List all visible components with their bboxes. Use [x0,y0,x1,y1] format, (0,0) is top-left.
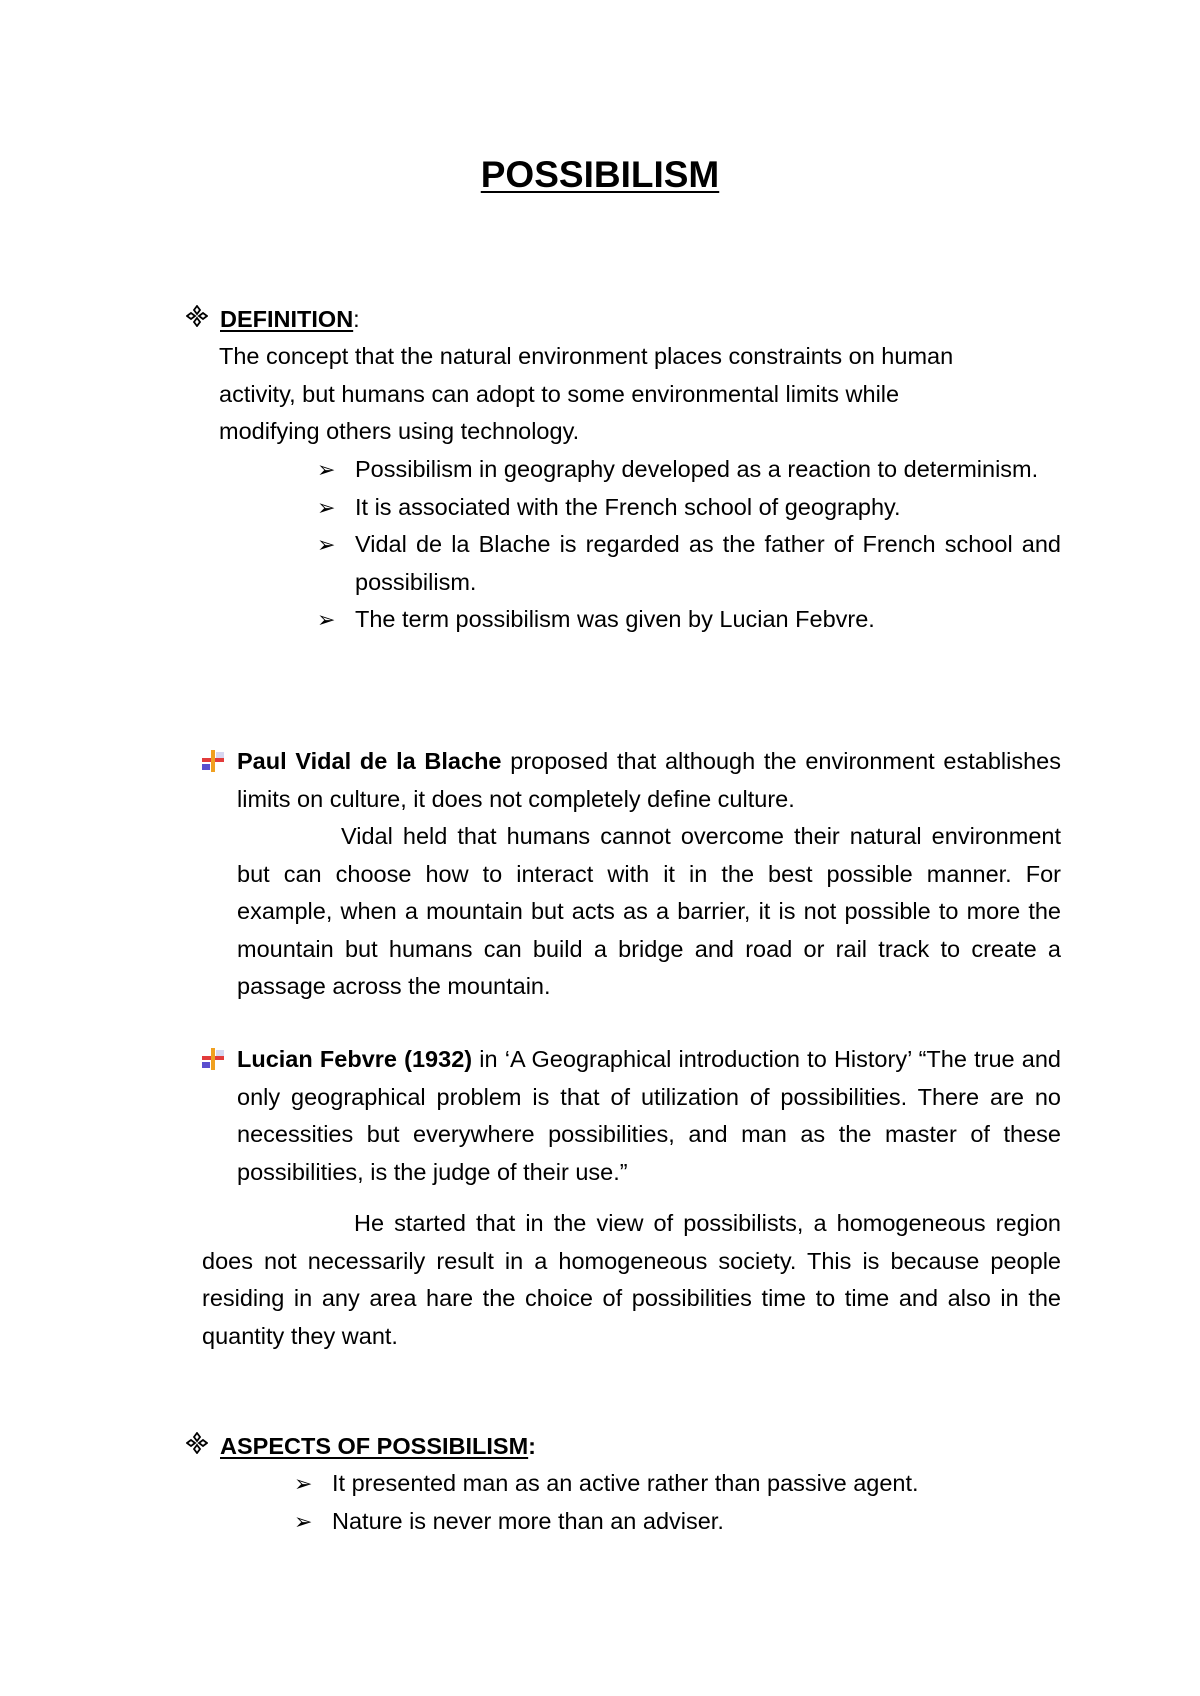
arrowhead-icon: ➢ [294,1508,313,1534]
febvre-paragraph [237,1041,1061,1191]
definition-bullet-list [317,451,1061,639]
aspects-heading-colon: : [528,1433,536,1459]
arrowhead-icon: ➢ [294,1471,313,1496]
list-item: ➢ It is associated with the French school of geography. [317,489,1061,527]
four-diamond-icon [186,1428,208,1465]
aspects-heading-text: ASPECTS OF POSSIBILISM [220,1433,529,1459]
arrowhead-icon: ➢ [317,607,336,632]
arrowhead-icon: ➢ [317,494,336,520]
color-flag-icon [200,1046,226,1072]
arrowhead-icon: ➢ [317,532,336,557]
arrowhead-icon: ➢ [317,457,336,482]
definition-line: activity, but humans can adopt to some environmental limits while [219,380,900,407]
four-diamond-icon [186,301,208,338]
febvre-name: Lucian Febvre (1932) [237,1046,473,1072]
definition-heading [186,301,360,338]
aspects-bullet-list [294,1465,1061,1540]
vidal-paragraph: Vidal held that humans cannot overcome their natural environment but can choose how to interact with it in the best possible manner. For example, when a mountain but acts as a barrier, it is not possible to more the mountain but humans can build a bridge and road or rail track to create a passage across the mountain. [237,823,1061,999]
blache-paragraph [237,743,1061,818]
febvre-text: in ‘A Geographical introduction to History’ “The true and only geographical problem is that of utilization of possibilities. There are no necessities but everywhere possibilities, and man as the master of these possibilities, is the judge of their use.” [237,1046,1061,1185]
list-item: ➢ The term possibilism was given by Lucian Febvre. [317,601,1061,639]
blache-name: Paul Vidal de la Blache [237,748,502,774]
definition-line: modifying others using technology. [219,418,580,444]
definition-heading-text: DEFINITION [220,306,354,332]
page-title: POSSIBILISM [480,154,720,195]
definition-text [219,338,1061,451]
blache-text: proposed that although the environment establishes limits on culture, it does not completely define culture. [237,748,1061,812]
list-item: ➢ It presented man as an active rather than passive agent. [294,1465,1061,1503]
definition-heading-colon: : [353,306,360,332]
febvre-section [237,1041,1061,1191]
list-item: ➢ Vidal de la Blache is regarded as the father of French school and possibilism. [317,526,1061,601]
list-item: ➢ Nature is never more than an adviser. [294,1503,1061,1541]
blache-section [237,743,1061,1006]
aspects-heading [186,1428,536,1465]
started-paragraph: He started that in the view of possibilists, a homogeneous region does not necessarily result in a homogeneous society. This is because people residing in any area hare the choice of possibilities time to time and also in the quantity they want. [202,1210,1061,1349]
started-section [202,1205,1061,1355]
definition-line: The concept that the natural environment places constraints on human [219,343,954,369]
list-item: ➢ Possibilism in geography developed as a reaction to determinism. [317,451,1061,489]
color-flag-icon [200,748,226,774]
